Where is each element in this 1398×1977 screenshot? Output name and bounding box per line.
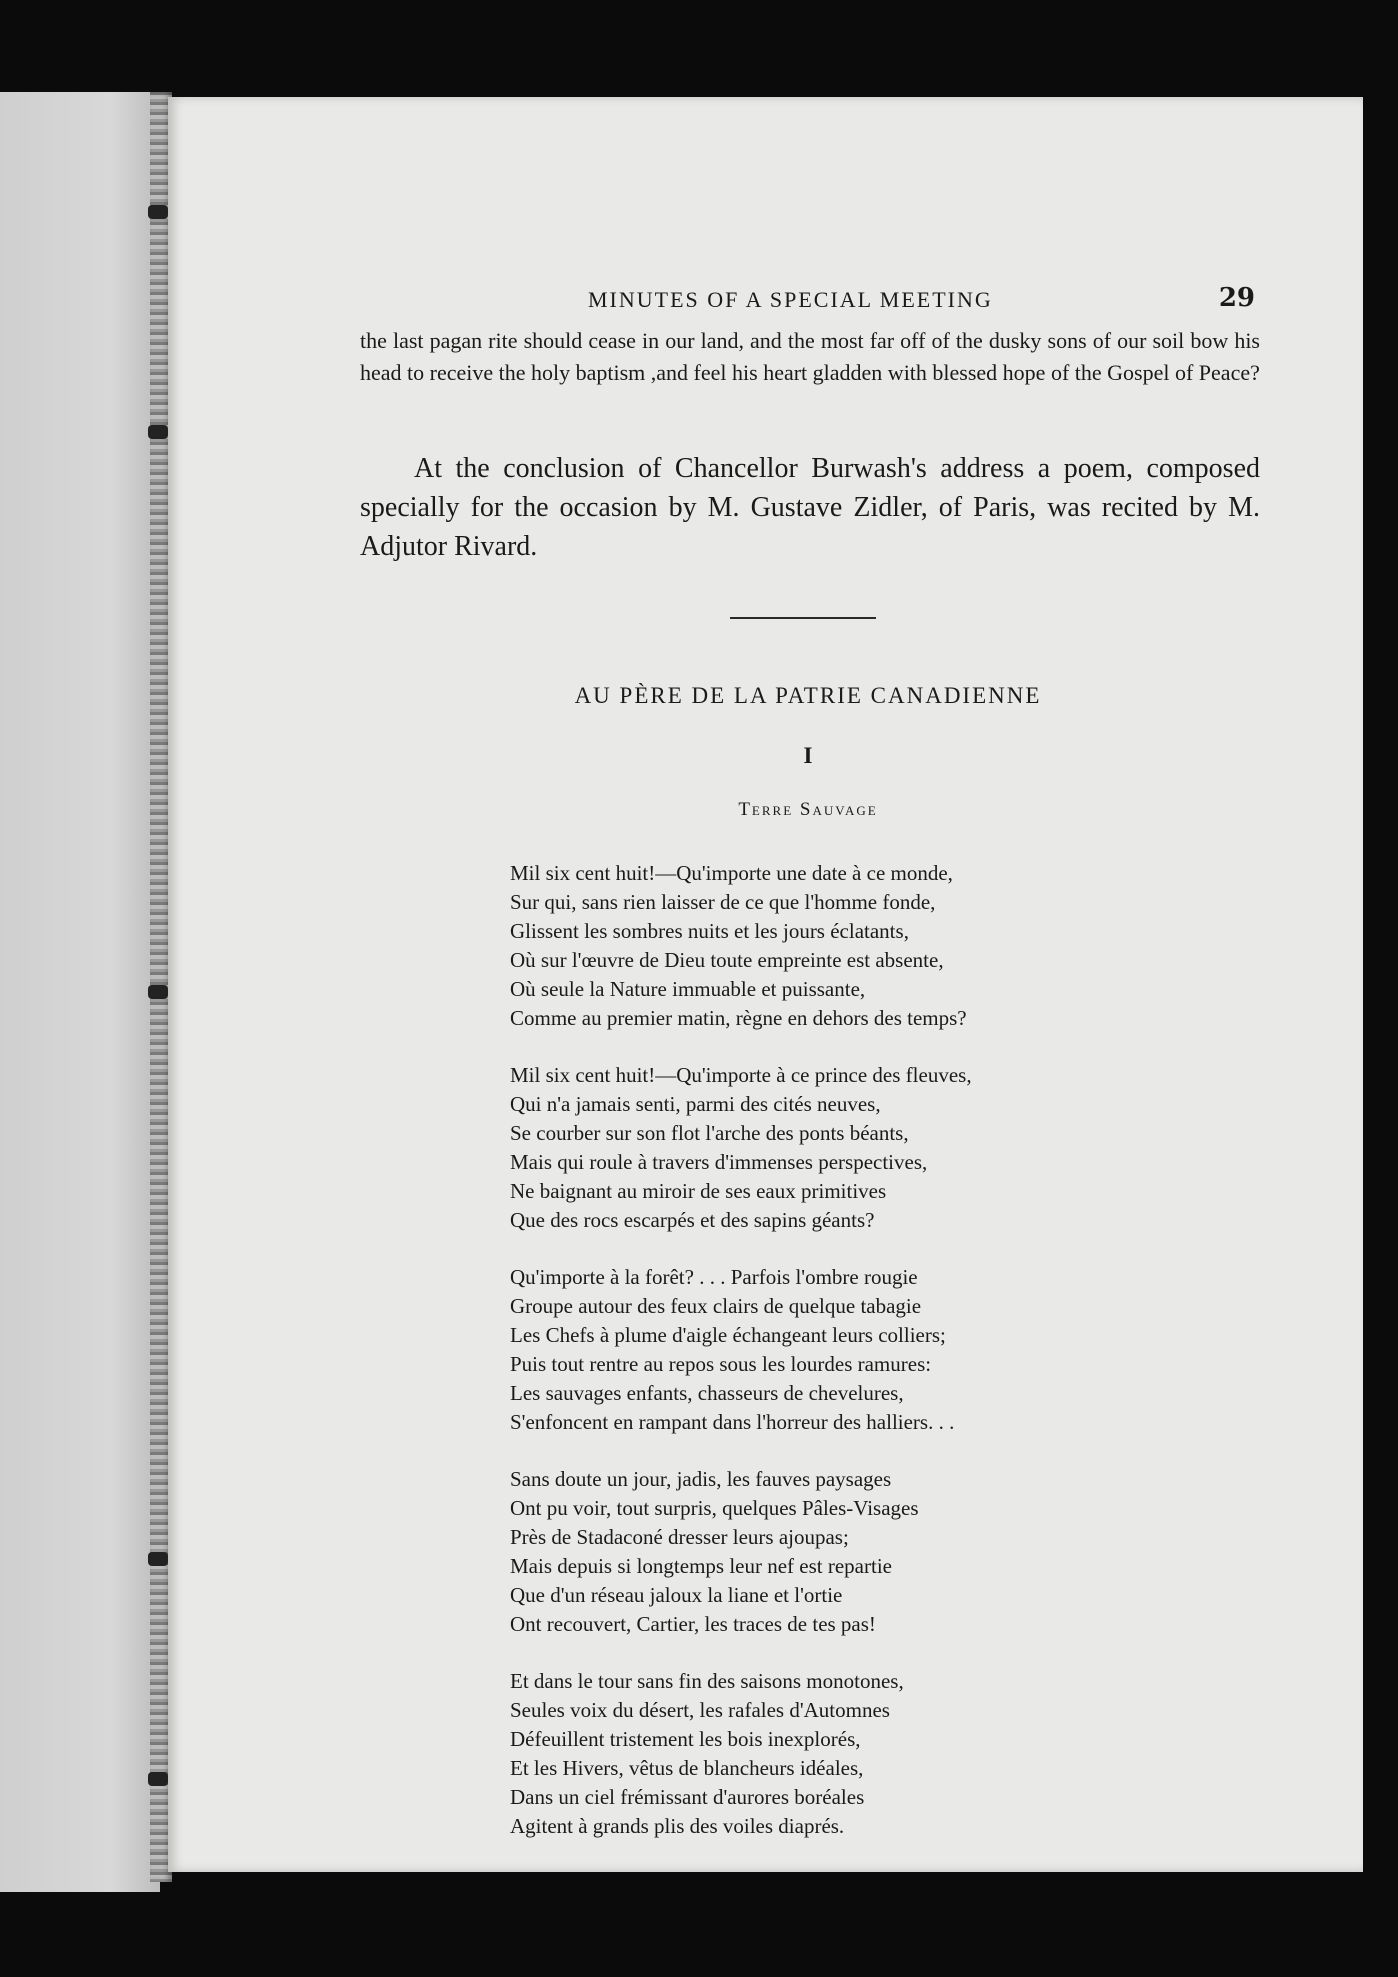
- verse-line: Ne baignant au miroir de ses eaux primitives: [510, 1179, 887, 1203]
- verse-line: Qu'importe à la forêt? . . . Parfois l'ombre rougie: [510, 1265, 918, 1289]
- verse-line: Glissent les sombres nuits et les jours éclatants,: [510, 919, 909, 943]
- verse-line: Mais qui roule à travers d'immenses perspectives,: [510, 1150, 928, 1174]
- verse-line: Groupe autour des feux clairs de quelque tabagie: [510, 1294, 922, 1318]
- binding-thread: [148, 205, 168, 219]
- verse-line: Comme au premier matin, règne en dehors des temps?: [510, 1006, 967, 1030]
- stanza: [510, 1061, 1290, 1235]
- verse-line: Qui n'a jamais senti, parmi des cités neuves,: [510, 1092, 881, 1116]
- verse-line: Où seule la Nature immuable et puissante,: [510, 977, 866, 1001]
- stanza: [510, 1667, 1290, 1841]
- poem-body: [510, 859, 1290, 1869]
- stanza: [510, 1263, 1290, 1437]
- verse-line: Mais depuis si longtemps leur nef est repartie: [510, 1554, 892, 1578]
- verse-line: Ont recouvert, Cartier, les traces de tes pas!: [510, 1612, 876, 1636]
- verse-line: Mil six cent huit!—Qu'importe à ce prince des fleuves,: [510, 1063, 972, 1087]
- verse-line: Puis tout rentre au repos sous les lourdes ramures:: [510, 1352, 932, 1376]
- running-head: MINUTES OF A SPECIAL MEETING: [588, 287, 993, 312]
- verse-line: Sans doute un jour, jadis, les fauves paysages: [510, 1467, 892, 1491]
- verse-line: Se courber sur son flot l'arche des ponts béants,: [510, 1121, 909, 1145]
- binding-thread: [148, 985, 168, 999]
- section-number: I: [803, 743, 813, 768]
- verse-line: Les Chefs à plume d'aigle échangeant leurs colliers;: [510, 1323, 946, 1347]
- verse-line: Sur qui, sans rien laisser de ce que l'homme fonde,: [510, 890, 936, 914]
- verse-line: Seules voix du désert, les rafales d'Automnes: [510, 1698, 890, 1722]
- verse-line: Que des rocs escarpés et des sapins géants?: [510, 1208, 875, 1232]
- verse-line: Près de Stadaconé dresser leurs ajoupas;: [510, 1525, 849, 1549]
- verse-line: Dans un ciel frémissant d'aurores boréales: [510, 1785, 865, 1809]
- stanza: [510, 1465, 1290, 1639]
- verse-line: Ont pu voir, tout surpris, quelques Pâles-Visages: [510, 1496, 919, 1520]
- verse-line: S'enfoncent en rampant dans l'horreur des halliers. . .: [510, 1410, 955, 1434]
- binding-thread: [148, 1772, 168, 1786]
- binding-thread: [148, 425, 168, 439]
- facing-page-edge: [0, 92, 160, 1892]
- verse-line: Les sauvages enfants, chasseurs de chevelures,: [510, 1381, 904, 1405]
- verse-line: Et dans le tour sans fin des saisons monotones,: [510, 1669, 904, 1693]
- verse-line: Où sur l'œuvre de Dieu toute empreinte est absente,: [510, 948, 944, 972]
- page-number: 29: [1218, 283, 1255, 313]
- poem-title: AU PÈRE DE LA PATRIE CANADIENNE: [574, 683, 1042, 708]
- verse-line: Mil six cent huit!—Qu'importe une date à ce monde,: [510, 861, 953, 885]
- prose-paragraph: At the conclusion of Chancellor Burwash's address a poem, composed specially for the occasion by M. Gustave Zidler, of Paris, was recited by M. Adjutor Rivard.: [360, 453, 1260, 562]
- verse-line: Que d'un réseau jaloux la liane et l'ortie: [510, 1583, 843, 1607]
- verse-line: Et les Hivers, vêtus de blancheurs idéales,: [510, 1756, 864, 1780]
- section-divider: [730, 617, 876, 619]
- binding-thread: [148, 1552, 168, 1566]
- book-page: [168, 97, 1363, 1872]
- prose-continuation: the last pagan rite should cease in our land, and the most far off of the dusky sons of our soil bow his head to receive the holy baptism ,and feel his heart gladden with blessed hope of the Gospel of Peace?: [360, 328, 1260, 385]
- verse-line: Défeuillent tristement les bois inexplorés,: [510, 1727, 861, 1751]
- verse-line: Agitent à grands plis des voiles diaprés.: [510, 1814, 845, 1838]
- section-title: Terre Sauvage: [738, 799, 878, 820]
- stanza: [510, 859, 1290, 1033]
